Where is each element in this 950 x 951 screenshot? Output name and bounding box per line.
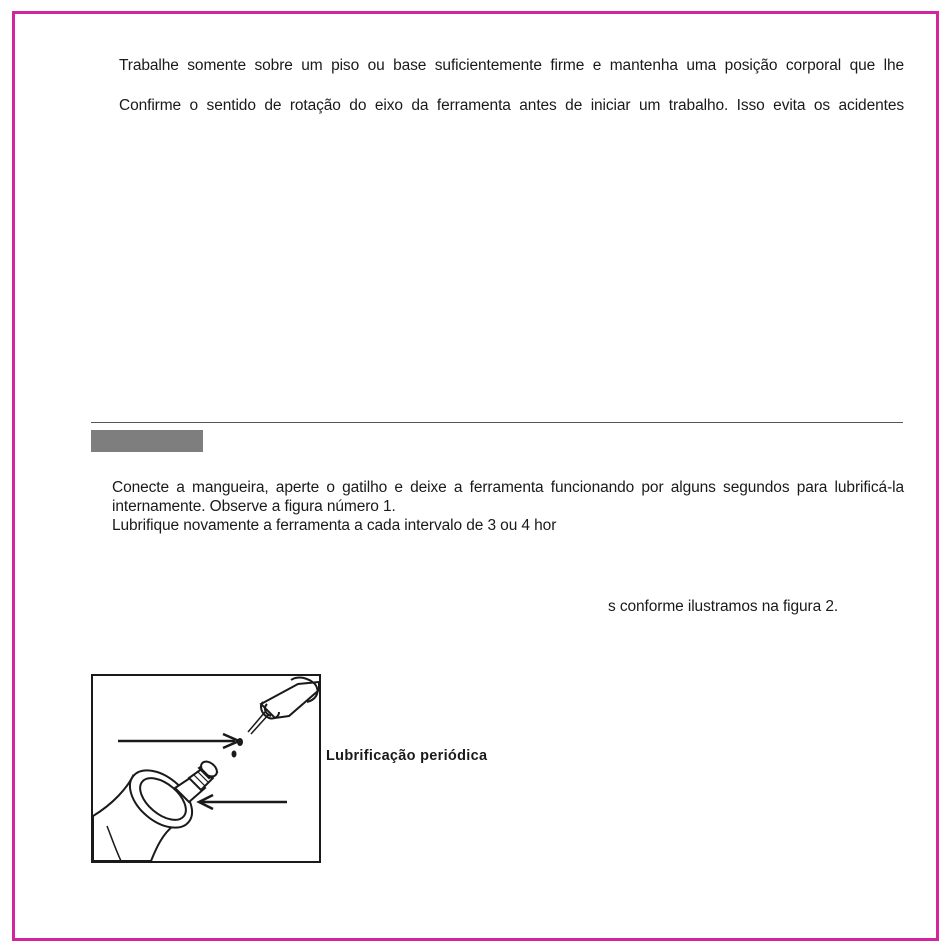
safety-text-line-2: Confirme o sentido de rotação do eixo da ferramenta antes de iniciar um trabalho. Isso evita os acidentes (119, 97, 904, 114)
lubrication-text-line-3: Lubrifique novamente a ferramenta a cada intervalo de 3 ou 4 hor (112, 517, 557, 534)
figure-2-reference: s conforme ilustramos na figura 2. (608, 598, 839, 615)
lubrication-figure (91, 674, 321, 863)
figure-caption: Lubrificação periódica (326, 748, 488, 764)
lubrication-text-line-1: Conecte a mangueira, aperte o gatilho e deixe a ferramenta funcionando por alguns segundos para lubrificá-la (112, 479, 904, 496)
section-divider (91, 422, 903, 423)
section-header-bar (91, 430, 203, 452)
safety-text-line-1: Trabalhe somente sobre um piso ou base suficientemente firme e mantenha uma posição corporal que lhe (119, 57, 904, 74)
lubrication-text-line-2: internamente. Observe a figura número 1. (112, 498, 396, 515)
oil-drop-illustration-icon (93, 676, 319, 861)
